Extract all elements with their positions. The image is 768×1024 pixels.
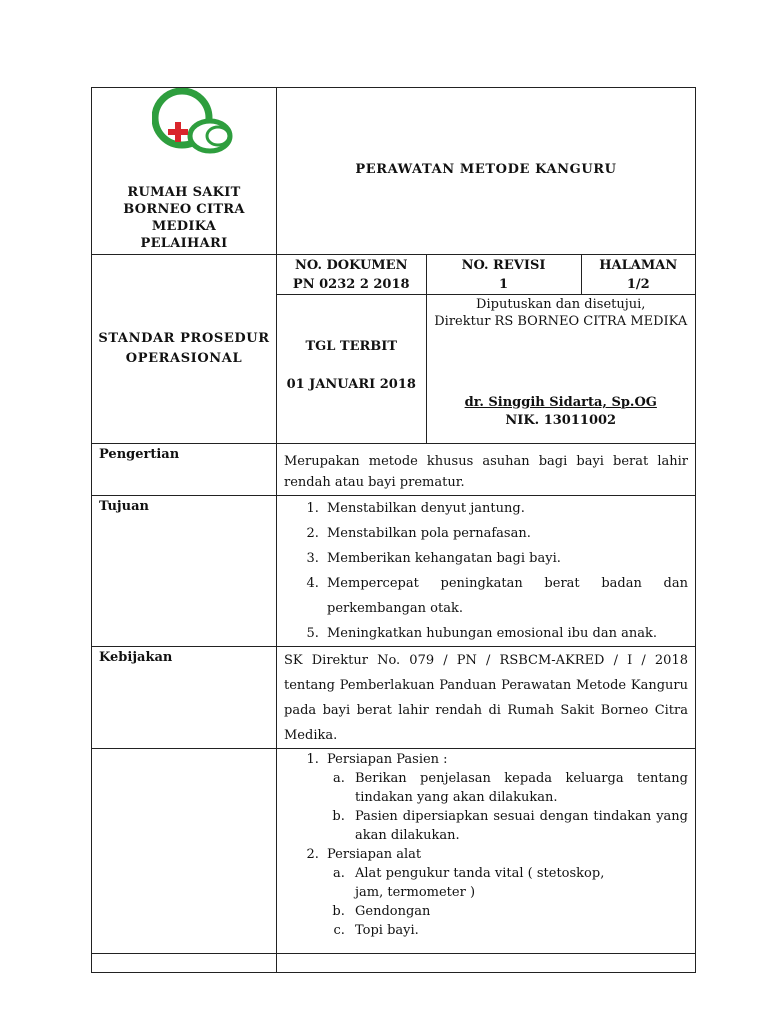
prosedur-item-title: Persiapan Pasien : [327,751,448,767]
kebijakan-text: SK Direktur No. 079 / PN / RSBCM-AKRED / I / 2018 tentang Pemberlakuan Panduan Perawatan Metode Kanguru pada bayi berat lahir rendah di Rumah Sakit Borneo Citra Medika. [277,646,696,748]
hospital-name-line: MEDIKA [151,219,217,234]
prosedur-item-title: Persiapan alat [327,846,422,862]
hospital-name-line: BORNEO CITRA [123,202,245,217]
page-label: HALAMAN [599,258,678,273]
hospital-name-line: RUMAH SAKIT [127,185,241,200]
pengertian-text: Merupakan metode khusus asuhan bagi bayi berat lahir rendah atau bayi prematur. [277,443,696,495]
pengertian-label: Pengertian [92,443,277,495]
sop-table [91,87,696,973]
issue-date-value: 01 JANUARI 2018 [286,377,416,392]
page-value: 1/2 [626,277,650,292]
revision-label: NO. REVISI [461,258,546,273]
list-item: 4. Mempercepat peningkatan berat badan dan perkembangan otak. [323,571,688,621]
sop-label-line: STANDAR PROSEDUR [98,330,270,346]
document-title: PERAWATAN METODE KANGURU [277,88,696,255]
prosedur-sub-list [327,769,688,845]
prosedur-cell [277,748,696,953]
document-info-table [277,255,695,294]
doc-number-cell [277,255,426,294]
list-item: c. Topi bayi. [349,921,688,940]
approval-cell [426,295,695,443]
list-item: b. Pasien dipersiapkan sesuai dengan tindakan yang akan dilakukan. [349,807,688,845]
approval-text: Diputuskan dan disetujui, [476,297,646,312]
hospital-name [92,184,276,252]
revision-cell [426,255,581,294]
prosedur-sub-list [327,864,688,940]
sop-label-line: OPERASIONAL [125,350,243,366]
page-cell [581,255,695,294]
sop-label-cell [92,255,277,444]
issue-date-cell [277,295,426,443]
issue-date-label: TGL TERBIT [305,339,398,354]
doc-number-label: NO. DOKUMEN [295,258,408,273]
list-item: b. Gendongan [349,902,688,921]
list-item: 1. Menstabilkan denyut jantung. [323,496,688,521]
prosedur-label-cell [92,748,277,953]
revision-value: 1 [498,277,509,292]
tujuan-label: Tujuan [92,495,277,646]
hospital-header-cell [92,88,277,255]
tujuan-list [277,496,688,646]
tujuan-cell [277,495,696,646]
issue-approval-table [277,294,695,443]
kebijakan-label: Kebijakan [92,646,277,748]
list-item: 2. Menstabilkan pola pernafasan. [323,521,688,546]
list-item [323,845,688,940]
director-nik: NIK. 13011002 [505,413,617,428]
director-name: dr. Singgih Sidarta, Sp.OG [464,395,657,410]
list-item: 3. Memberikan kehangatan bagi bayi. [323,546,688,571]
list-item: a. Alat pengukur tanda vital ( stetoskop, jam, termometer ) [349,864,688,902]
doc-number-value: PN 0232 2 2018 [292,277,410,292]
list-item: a. Berikan penjelasan kepada keluarga tentang tindakan yang akan dilakukan. [349,769,688,807]
hospital-name-line: PELAIHARI [140,236,228,251]
hospital-logo-icon [152,88,242,158]
empty-cell [277,953,696,972]
list-item: 5. Meningkatkan hubungan emosional ibu dan anak. [323,621,688,646]
empty-cell [92,953,277,972]
director-title: Direktur RS BORNEO CITRA MEDIKA [434,314,688,329]
document-info-cell [277,255,696,444]
prosedur-list [277,750,688,940]
list-item [323,750,688,845]
